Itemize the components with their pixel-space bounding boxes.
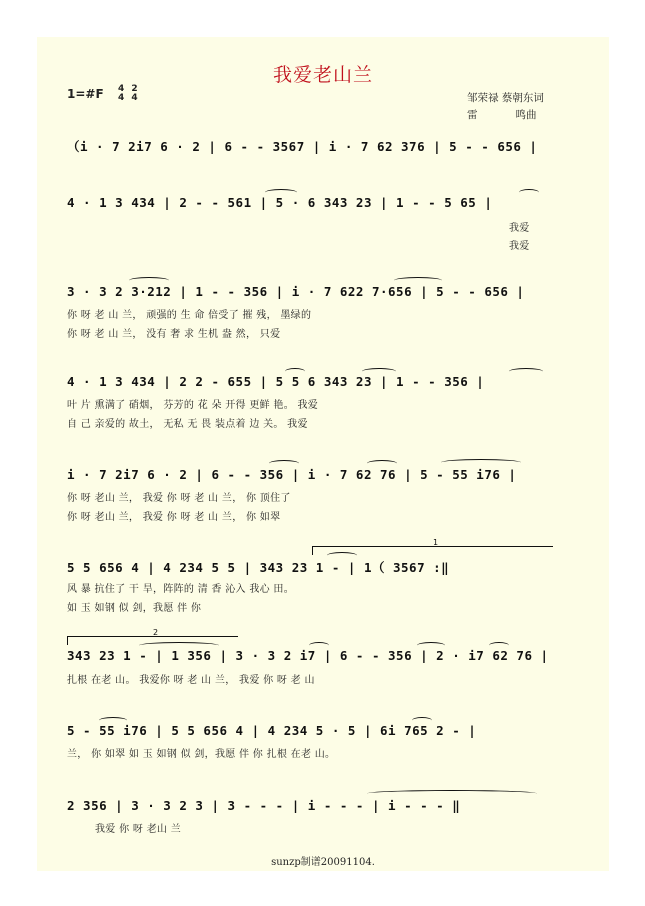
melody-line: 3 · 3 2 3·212 | 1 - - 356 | i · 7 622 7·656 | 5 - - 656 | [67, 284, 525, 299]
slur [129, 277, 169, 284]
composer-credit: 雷 鸣曲 [467, 109, 537, 121]
melody-line: （i · 7 2i7 6 · 2 | 6 - - 3567 | i · 7 62 376 | 5 - - 656 | [67, 139, 538, 154]
slur [509, 368, 543, 375]
lyrics-verse-1: 你 呀 老山 兰， 我爱 你 呀 老 山 兰， 你 顶住了 [67, 493, 291, 504]
lyrics-verse-2: 你 呀 老 山 兰， 没有 奢 求 生机 盎 然， 只爱 [67, 329, 281, 340]
lyrics-line: 扎根 在老 山。 我爱你 呀 老 山 兰， 我爱 你 呀 老 山 [67, 675, 315, 686]
lyricist-credit: 邹荣禄 蔡朝东词 [467, 92, 544, 104]
melody-line: 343 23 1 - | 1 356 | 3 · 3 2 i7 | 6 - - 356 | 2 · i7 62 76 | [67, 648, 549, 663]
score-sheet [37, 37, 609, 871]
tie [367, 790, 537, 797]
lyrics-verse-1: 我爱 [509, 223, 530, 234]
time-signature-2-4: 2 4 [131, 84, 138, 103]
slur [519, 189, 539, 196]
slur [269, 460, 299, 467]
slur [394, 277, 442, 284]
lyrics-verse-1: 叶 片 熏满了 硝烟， 芬芳的 花 朵 开得 更鲜 艳。 我爱 [67, 400, 319, 411]
key-signature: 1=#F [67, 87, 104, 101]
lyrics-verse-1: 你 呀 老 山 兰， 顽强的 生 命 倍受了 摧 残， 墨绿的 [67, 310, 312, 321]
lyrics-line: 兰， 你 如翠 如 玉 如钢 似 剑，我愿 伴 你 扎根 在老 山。 [67, 749, 336, 760]
melody-line: 2 356 | 3 · 3 2 3 | 3 - - - | i - - - | i - - - ‖ [67, 798, 461, 813]
lyrics-verse-2: 如 玉 如钢 似 剑，我愿 伴 你 [67, 603, 202, 614]
melody-line: 5 - 55 i76 | 5 5 656 4 | 4 234 5 · 5 | 6i 765 2 - | [67, 723, 477, 738]
volta-bracket-2: 2 [67, 636, 238, 645]
lyrics-verse-1: 风 暴 抗住了 干 旱，阵阵的 清 香 沁入 我心 田。 [67, 584, 295, 595]
lyrics-verse-2: 你 呀 老山 兰， 我爱 你 呀 老 山 兰， 你 如翠 [67, 512, 281, 523]
slur [441, 459, 521, 466]
melody-line: i · 7 2i7 6 · 2 | 6 - - 356 | i · 7 62 76 | 5 - 55 i76 | [67, 467, 517, 482]
melody-line: 5 5 656 4 | 4 234 5 5 | 343 23 1 - | 1（ 3567 :‖ [67, 560, 450, 575]
lyrics-verse-2: 自 己 亲爱的 故土， 无私 无 畏 装点着 边 关。 我爱 [67, 419, 308, 430]
time-signature-4-4: 4 4 [118, 84, 125, 103]
time-signatures [118, 85, 142, 103]
volta-bracket-1: 1 [312, 546, 553, 555]
slur [367, 460, 397, 467]
lyrics-verse-2: 我爱 [509, 241, 530, 252]
footer-credit: sunzp制谱20091104. [271, 857, 375, 868]
melody-line: 4 · 1 3 434 | 2 - - 561 | 5 · 6 343 23 | 1 - - 5 65 | [67, 195, 493, 210]
lyrics-line: 我爱 你 呀 老山 兰 [95, 824, 182, 835]
song-title: 我爱老山兰 [272, 64, 373, 86]
melody-line: 4 · 1 3 434 | 2 2 - 655 | 5 5 6 343 23 | 1 - - 356 | [67, 374, 485, 389]
